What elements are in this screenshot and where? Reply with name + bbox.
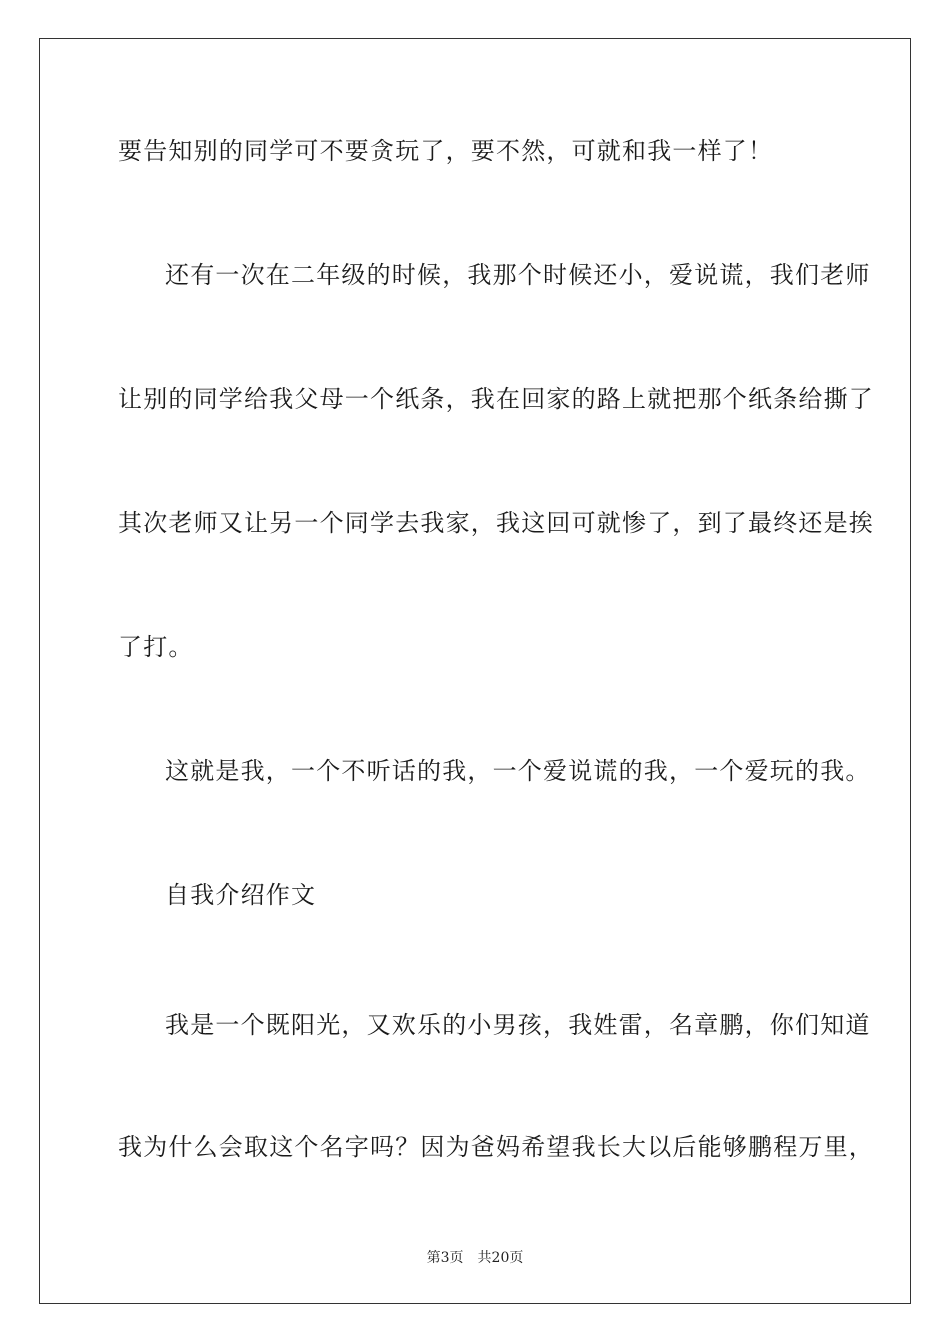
page-border (39, 38, 911, 1304)
text-line-3: 让别的同学给我父母一个纸条，我在回家的路上就把那个纸条给撕了 (118, 385, 874, 413)
text-line-9: 我为什么会取这个名字吗？因为爸妈希望我长大以后能够鹏程万里， (118, 1133, 874, 1161)
text-line-2: 还有一次在二年级的时候，我那个时候还小，爱说谎，我们老师 (165, 261, 871, 289)
text-line-8: 我是一个既阳光，又欢乐的小男孩，我姓雷，名章鹏，你们知道 (165, 1011, 871, 1039)
page-footer (0, 1247, 950, 1267)
text-line-6: 这就是我，一个不听话的我，一个爱说谎的我，一个爱玩的我。 (165, 757, 871, 785)
page-total: 共20页 (477, 1250, 524, 1266)
text-line-4: 其次老师又让另一个同学去我家，我这回可就惨了，到了最终还是挨 (118, 509, 874, 537)
text-line-5: 了打。 (118, 633, 194, 661)
page-number: 第3页 (426, 1250, 464, 1266)
text-line-1: 要告知别的同学可不要贪玩了，要不然，可就和我一样了！ (118, 137, 774, 165)
section-heading: 自我介绍作文 (165, 881, 317, 909)
